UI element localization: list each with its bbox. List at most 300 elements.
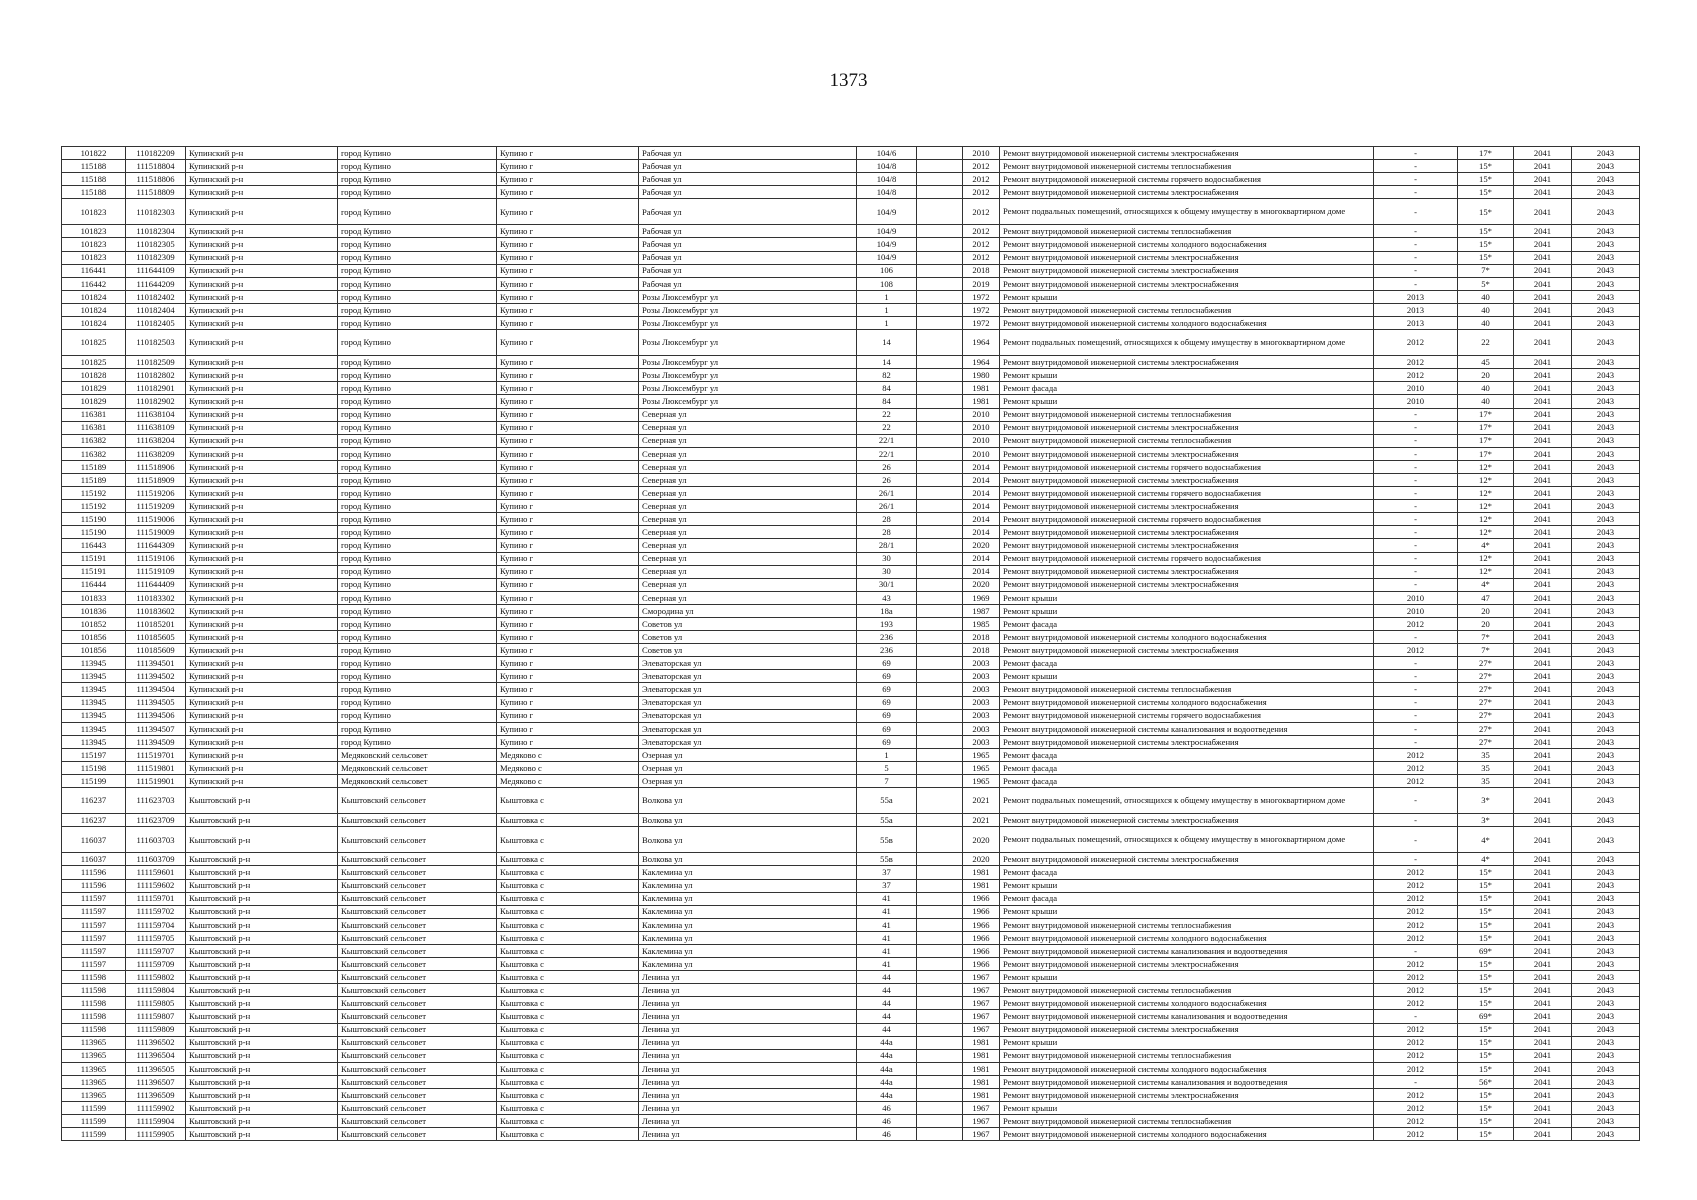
- last-repair-year-cell: 2012: [1374, 330, 1458, 356]
- last-repair-year-cell: -: [1374, 552, 1458, 565]
- building-cell: [917, 1049, 963, 1062]
- last-repair-year-cell: 2012: [1374, 356, 1458, 369]
- wear-percent-cell: 15*: [1458, 199, 1514, 225]
- plan-end-year-cell: 2043: [1572, 369, 1640, 382]
- house-id-cell: 113945: [62, 670, 126, 683]
- street-cell: Советов ул: [639, 644, 857, 657]
- building-cell: [917, 565, 963, 578]
- plan-end-year-cell: 2043: [1572, 526, 1640, 539]
- municipality-cell: Кыштовский сельсовет: [338, 905, 497, 918]
- year-built-cell: 1969: [963, 591, 1000, 604]
- work-type-cell: Ремонт внутридомовой инженерной системы электроснабжения: [1000, 421, 1374, 434]
- table-row: [62, 827, 1640, 853]
- house-number-cell: 44а: [857, 1036, 917, 1049]
- table-row: [62, 696, 1640, 709]
- table-row: [62, 866, 1640, 879]
- table-row: [62, 552, 1640, 565]
- element-id-cell: 110182902: [126, 395, 186, 408]
- building-cell: [917, 434, 963, 447]
- table-row: [62, 788, 1640, 814]
- table-row: [62, 303, 1640, 316]
- plan-start-year-cell: 2041: [1514, 1089, 1572, 1102]
- plan-end-year-cell: 2043: [1572, 748, 1640, 761]
- municipality-cell: город Купино: [338, 657, 497, 670]
- element-id-cell: 111396502: [126, 1036, 186, 1049]
- settlement-cell: Медяково с: [497, 748, 639, 761]
- table-row: [62, 1128, 1640, 1141]
- table-row: [62, 971, 1640, 984]
- settlement-cell: Купино г: [497, 552, 639, 565]
- district-cell: Кыштовский р-н: [186, 1089, 338, 1102]
- house-number-cell: 41: [857, 905, 917, 918]
- street-cell: Северная ул: [639, 565, 857, 578]
- work-type-cell: Ремонт внутридомовой инженерной системы электроснабжения: [1000, 186, 1374, 199]
- building-cell: [917, 1115, 963, 1128]
- year-built-cell: 1964: [963, 356, 1000, 369]
- year-built-cell: 2003: [963, 709, 1000, 722]
- district-cell: Купинский р-н: [186, 395, 338, 408]
- street-cell: Рабочая ул: [639, 147, 857, 160]
- element-id-cell: 110182404: [126, 303, 186, 316]
- year-built-cell: 2020: [963, 578, 1000, 591]
- house-number-cell: 193: [857, 618, 917, 631]
- settlement-cell: Кыштовка с: [497, 866, 639, 879]
- element-id-cell: 111519206: [126, 487, 186, 500]
- settlement-cell: Медяково с: [497, 775, 639, 788]
- year-built-cell: 2014: [963, 513, 1000, 526]
- work-type-cell: Ремонт фасада: [1000, 866, 1374, 879]
- work-type-cell: Ремонт внутридомовой инженерной системы теплоснабжения: [1000, 918, 1374, 931]
- settlement-cell: Купино г: [497, 578, 639, 591]
- street-cell: Розы Люксембург ул: [639, 330, 857, 356]
- house-number-cell: 30: [857, 565, 917, 578]
- building-cell: [917, 971, 963, 984]
- work-type-cell: Ремонт внутридомовой инженерной системы теплоснабжения: [1000, 434, 1374, 447]
- year-built-cell: 1981: [963, 1049, 1000, 1062]
- street-cell: Розы Люксембург ул: [639, 356, 857, 369]
- year-built-cell: 2020: [963, 539, 1000, 552]
- building-cell: [917, 526, 963, 539]
- settlement-cell: Кыштовка с: [497, 1062, 639, 1075]
- work-type-cell: Ремонт внутридомовой инженерной системы холодного водоснабжения: [1000, 1062, 1374, 1075]
- street-cell: Северная ул: [639, 434, 857, 447]
- plan-start-year-cell: 2041: [1514, 1075, 1572, 1088]
- plan-start-year-cell: 2041: [1514, 264, 1572, 277]
- element-id-cell: 111159809: [126, 1023, 186, 1036]
- municipality-cell: город Купино: [338, 173, 497, 186]
- house-number-cell: 26/1: [857, 500, 917, 513]
- element-id-cell: 111159701: [126, 892, 186, 905]
- municipality-cell: Кыштовский сельсовет: [338, 827, 497, 853]
- municipality-cell: Кыштовский сельсовет: [338, 958, 497, 971]
- plan-end-year-cell: 2043: [1572, 395, 1640, 408]
- plan-start-year-cell: 2041: [1514, 578, 1572, 591]
- last-repair-year-cell: 2012: [1374, 997, 1458, 1010]
- building-cell: [917, 722, 963, 735]
- work-type-cell: Ремонт внутридомовой инженерной системы электроснабжения: [1000, 147, 1374, 160]
- year-built-cell: 1981: [963, 866, 1000, 879]
- element-id-cell: 111638204: [126, 434, 186, 447]
- district-cell: Купинский р-н: [186, 578, 338, 591]
- element-id-cell: 111518809: [126, 186, 186, 199]
- plan-start-year-cell: 2041: [1514, 748, 1572, 761]
- house-id-cell: 115192: [62, 500, 126, 513]
- plan-start-year-cell: 2041: [1514, 382, 1572, 395]
- district-cell: Кыштовский р-н: [186, 958, 338, 971]
- settlement-cell: Купино г: [497, 421, 639, 434]
- settlement-cell: Купино г: [497, 434, 639, 447]
- table-row: [62, 958, 1640, 971]
- last-repair-year-cell: 2012: [1374, 748, 1458, 761]
- work-type-cell: Ремонт внутридомовой инженерной системы электроснабжения: [1000, 578, 1374, 591]
- year-built-cell: 1966: [963, 892, 1000, 905]
- wear-percent-cell: 15*: [1458, 879, 1514, 892]
- settlement-cell: Купино г: [497, 225, 639, 238]
- last-repair-year-cell: 2010: [1374, 604, 1458, 617]
- wear-percent-cell: 27*: [1458, 735, 1514, 748]
- district-cell: Купинский р-н: [186, 460, 338, 473]
- table-row: [62, 225, 1640, 238]
- plan-end-year-cell: 2043: [1572, 186, 1640, 199]
- street-cell: Ленина ул: [639, 1089, 857, 1102]
- building-cell: [917, 618, 963, 631]
- plan-end-year-cell: 2043: [1572, 866, 1640, 879]
- work-type-cell: Ремонт внутридомовой инженерной системы электроснабжения: [1000, 1089, 1374, 1102]
- year-built-cell: 2018: [963, 644, 1000, 657]
- street-cell: Волкова ул: [639, 827, 857, 853]
- plan-start-year-cell: 2041: [1514, 460, 1572, 473]
- element-id-cell: 111519006: [126, 513, 186, 526]
- plan-start-year-cell: 2041: [1514, 722, 1572, 735]
- element-id-cell: 111638104: [126, 408, 186, 421]
- plan-end-year-cell: 2043: [1572, 565, 1640, 578]
- table-row: [62, 683, 1640, 696]
- house-id-cell: 113945: [62, 722, 126, 735]
- municipality-cell: город Купино: [338, 473, 497, 486]
- last-repair-year-cell: -: [1374, 657, 1458, 670]
- settlement-cell: Купино г: [497, 513, 639, 526]
- street-cell: Розы Люксембург ул: [639, 395, 857, 408]
- plan-start-year-cell: 2041: [1514, 408, 1572, 421]
- house-number-cell: 1: [857, 748, 917, 761]
- last-repair-year-cell: -: [1374, 827, 1458, 853]
- settlement-cell: Купино г: [497, 303, 639, 316]
- building-cell: [917, 277, 963, 290]
- plan-end-year-cell: 2043: [1572, 696, 1640, 709]
- table-row: [62, 539, 1640, 552]
- house-id-cell: 111597: [62, 958, 126, 971]
- plan-end-year-cell: 2043: [1572, 290, 1640, 303]
- table-row: [62, 748, 1640, 761]
- table-body: [62, 147, 1640, 1141]
- year-built-cell: 1981: [963, 1062, 1000, 1075]
- house-number-cell: 37: [857, 866, 917, 879]
- plan-start-year-cell: 2041: [1514, 225, 1572, 238]
- building-cell: [917, 762, 963, 775]
- year-built-cell: 1964: [963, 330, 1000, 356]
- work-type-cell: Ремонт внутридомовой инженерной системы электроснабжения: [1000, 565, 1374, 578]
- settlement-cell: Купино г: [497, 618, 639, 631]
- street-cell: Розы Люксембург ул: [639, 303, 857, 316]
- district-cell: Купинский р-н: [186, 356, 338, 369]
- building-cell: [917, 317, 963, 330]
- wear-percent-cell: 27*: [1458, 709, 1514, 722]
- house-id-cell: 101824: [62, 317, 126, 330]
- municipality-cell: город Купино: [338, 317, 497, 330]
- district-cell: Кыштовский р-н: [186, 944, 338, 957]
- last-repair-year-cell: -: [1374, 1010, 1458, 1023]
- plan-start-year-cell: 2041: [1514, 971, 1572, 984]
- building-cell: [917, 500, 963, 513]
- plan-end-year-cell: 2043: [1572, 356, 1640, 369]
- municipality-cell: город Купино: [338, 683, 497, 696]
- year-built-cell: 1966: [963, 905, 1000, 918]
- district-cell: Купинский р-н: [186, 382, 338, 395]
- year-built-cell: 1967: [963, 971, 1000, 984]
- building-cell: [917, 421, 963, 434]
- year-built-cell: 2003: [963, 696, 1000, 709]
- work-type-cell: Ремонт крыши: [1000, 971, 1374, 984]
- last-repair-year-cell: -: [1374, 526, 1458, 539]
- street-cell: Северная ул: [639, 408, 857, 421]
- house-id-cell: 111597: [62, 944, 126, 957]
- house-number-cell: 46: [857, 1115, 917, 1128]
- plan-start-year-cell: 2041: [1514, 631, 1572, 644]
- plan-start-year-cell: 2041: [1514, 500, 1572, 513]
- element-id-cell: 110182509: [126, 356, 186, 369]
- house-number-cell: 44: [857, 1010, 917, 1023]
- house-number-cell: 69: [857, 657, 917, 670]
- table-row: [62, 382, 1640, 395]
- settlement-cell: Купино г: [497, 709, 639, 722]
- municipality-cell: город Купино: [338, 434, 497, 447]
- last-repair-year-cell: -: [1374, 225, 1458, 238]
- wear-percent-cell: 40: [1458, 382, 1514, 395]
- house-number-cell: 44а: [857, 1062, 917, 1075]
- work-type-cell: Ремонт внутридомовой инженерной системы горячего водоснабжения: [1000, 460, 1374, 473]
- district-cell: Купинский р-н: [186, 735, 338, 748]
- house-id-cell: 101829: [62, 395, 126, 408]
- building-cell: [917, 1075, 963, 1088]
- house-id-cell: 115197: [62, 748, 126, 761]
- building-cell: [917, 696, 963, 709]
- year-built-cell: 1965: [963, 762, 1000, 775]
- district-cell: Кыштовский р-н: [186, 905, 338, 918]
- building-cell: [917, 1089, 963, 1102]
- house-number-cell: 69: [857, 670, 917, 683]
- plan-end-year-cell: 2043: [1572, 251, 1640, 264]
- table-row: [62, 1115, 1640, 1128]
- municipality-cell: Кыштовский сельсовет: [338, 1062, 497, 1075]
- street-cell: Северная ул: [639, 591, 857, 604]
- plan-end-year-cell: 2043: [1572, 670, 1640, 683]
- work-type-cell: Ремонт подвальных помещений, относящихся к общему имуществу в многоквартирном доме: [1000, 827, 1374, 853]
- street-cell: Элеваторская ул: [639, 657, 857, 670]
- table-row: [62, 1036, 1640, 1049]
- building-cell: [917, 264, 963, 277]
- house-id-cell: 113945: [62, 657, 126, 670]
- house-id-cell: 115188: [62, 160, 126, 173]
- element-id-cell: 111518909: [126, 473, 186, 486]
- year-built-cell: 2010: [963, 408, 1000, 421]
- district-cell: Купинский р-н: [186, 434, 338, 447]
- wear-percent-cell: 15*: [1458, 997, 1514, 1010]
- element-id-cell: 111518804: [126, 160, 186, 173]
- element-id-cell: 111644209: [126, 277, 186, 290]
- plan-end-year-cell: 2043: [1572, 618, 1640, 631]
- district-cell: Купинский р-н: [186, 748, 338, 761]
- plan-end-year-cell: 2043: [1572, 1128, 1640, 1141]
- street-cell: Северная ул: [639, 539, 857, 552]
- building-cell: [917, 290, 963, 303]
- municipality-cell: город Купино: [338, 408, 497, 421]
- plan-end-year-cell: 2043: [1572, 905, 1640, 918]
- element-id-cell: 111159804: [126, 984, 186, 997]
- building-cell: [917, 199, 963, 225]
- work-type-cell: Ремонт внутридомовой инженерной системы холодного водоснабжения: [1000, 1128, 1374, 1141]
- building-cell: [917, 473, 963, 486]
- house-number-cell: 22/1: [857, 434, 917, 447]
- plan-end-year-cell: 2043: [1572, 762, 1640, 775]
- district-cell: Купинский р-н: [186, 591, 338, 604]
- house-number-cell: 26/1: [857, 487, 917, 500]
- district-cell: Купинский р-н: [186, 775, 338, 788]
- house-number-cell: 41: [857, 958, 917, 971]
- district-cell: Кыштовский р-н: [186, 1128, 338, 1141]
- wear-percent-cell: 20: [1458, 604, 1514, 617]
- plan-end-year-cell: 2043: [1572, 317, 1640, 330]
- municipality-cell: Кыштовский сельсовет: [338, 1128, 497, 1141]
- plan-start-year-cell: 2041: [1514, 618, 1572, 631]
- district-cell: Кыштовский р-н: [186, 1102, 338, 1115]
- element-id-cell: 111396507: [126, 1075, 186, 1088]
- wear-percent-cell: 15*: [1458, 160, 1514, 173]
- house-id-cell: 115190: [62, 526, 126, 539]
- last-repair-year-cell: -: [1374, 500, 1458, 513]
- house-id-cell: 115191: [62, 565, 126, 578]
- building-cell: [917, 552, 963, 565]
- municipality-cell: город Купино: [338, 303, 497, 316]
- house-number-cell: 14: [857, 330, 917, 356]
- last-repair-year-cell: 2012: [1374, 958, 1458, 971]
- plan-start-year-cell: 2041: [1514, 1062, 1572, 1075]
- building-cell: [917, 604, 963, 617]
- settlement-cell: Купино г: [497, 160, 639, 173]
- building-cell: [917, 944, 963, 957]
- last-repair-year-cell: -: [1374, 434, 1458, 447]
- street-cell: Элеваторская ул: [639, 722, 857, 735]
- building-cell: [917, 147, 963, 160]
- plan-start-year-cell: 2041: [1514, 984, 1572, 997]
- year-built-cell: 2012: [963, 160, 1000, 173]
- house-number-cell: 84: [857, 395, 917, 408]
- work-type-cell: Ремонт внутридомовой инженерной системы холодного водоснабжения: [1000, 696, 1374, 709]
- plan-start-year-cell: 2041: [1514, 1010, 1572, 1023]
- settlement-cell: Купино г: [497, 604, 639, 617]
- plan-end-year-cell: 2043: [1572, 264, 1640, 277]
- year-built-cell: 1966: [963, 944, 1000, 957]
- street-cell: Элеваторская ул: [639, 709, 857, 722]
- work-type-cell: Ремонт внутридомовой инженерной системы холодного водоснабжения: [1000, 317, 1374, 330]
- settlement-cell: Кыштовка с: [497, 971, 639, 984]
- wear-percent-cell: 12*: [1458, 460, 1514, 473]
- last-repair-year-cell: -: [1374, 722, 1458, 735]
- table-row: [62, 147, 1640, 160]
- wear-percent-cell: 12*: [1458, 513, 1514, 526]
- settlement-cell: Купино г: [497, 264, 639, 277]
- table-row: [62, 1062, 1640, 1075]
- element-id-cell: 111159807: [126, 1010, 186, 1023]
- work-type-cell: Ремонт подвальных помещений, относящихся к общему имуществу в многоквартирном доме: [1000, 199, 1374, 225]
- district-cell: Купинский р-н: [186, 160, 338, 173]
- plan-start-year-cell: 2041: [1514, 683, 1572, 696]
- settlement-cell: Кыштовка с: [497, 1115, 639, 1128]
- work-type-cell: Ремонт внутридомовой инженерной системы горячего водоснабжения: [1000, 173, 1374, 186]
- building-cell: [917, 238, 963, 251]
- settlement-cell: Купино г: [497, 317, 639, 330]
- building-cell: [917, 1062, 963, 1075]
- year-built-cell: 1981: [963, 382, 1000, 395]
- district-cell: Купинский р-н: [186, 513, 338, 526]
- plan-start-year-cell: 2041: [1514, 644, 1572, 657]
- element-id-cell: 111518806: [126, 173, 186, 186]
- house-id-cell: 111596: [62, 866, 126, 879]
- building-cell: [917, 853, 963, 866]
- plan-end-year-cell: 2043: [1572, 1062, 1640, 1075]
- street-cell: Рабочая ул: [639, 251, 857, 264]
- settlement-cell: Кыштовка с: [497, 958, 639, 971]
- street-cell: Волкова ул: [639, 788, 857, 814]
- element-id-cell: 110182901: [126, 382, 186, 395]
- house-id-cell: 101852: [62, 618, 126, 631]
- table-row: [62, 775, 1640, 788]
- plan-end-year-cell: 2043: [1572, 735, 1640, 748]
- street-cell: Северная ул: [639, 578, 857, 591]
- year-built-cell: 2012: [963, 251, 1000, 264]
- house-id-cell: 115199: [62, 775, 126, 788]
- work-type-cell: Ремонт крыши: [1000, 604, 1374, 617]
- house-id-cell: 101833: [62, 591, 126, 604]
- table-row: [62, 892, 1640, 905]
- building-cell: [917, 1010, 963, 1023]
- work-type-cell: Ремонт внутридомовой инженерной системы канализования и водоотведения: [1000, 722, 1374, 735]
- district-cell: Кыштовский р-н: [186, 1036, 338, 1049]
- house-number-cell: 37: [857, 879, 917, 892]
- wear-percent-cell: 12*: [1458, 487, 1514, 500]
- settlement-cell: Купино г: [497, 395, 639, 408]
- wear-percent-cell: 17*: [1458, 408, 1514, 421]
- municipality-cell: Кыштовский сельсовет: [338, 984, 497, 997]
- building-cell: [917, 1023, 963, 1036]
- plan-start-year-cell: 2041: [1514, 696, 1572, 709]
- last-repair-year-cell: 2012: [1374, 775, 1458, 788]
- house-number-cell: 104/6: [857, 147, 917, 160]
- house-number-cell: 41: [857, 918, 917, 931]
- plan-start-year-cell: 2041: [1514, 709, 1572, 722]
- element-id-cell: 111394505: [126, 696, 186, 709]
- settlement-cell: Купино г: [497, 382, 639, 395]
- settlement-cell: Кыштовка с: [497, 1089, 639, 1102]
- settlement-cell: Купино г: [497, 670, 639, 683]
- settlement-cell: Кыштовка с: [497, 1036, 639, 1049]
- table-row: [62, 670, 1640, 683]
- settlement-cell: Купино г: [497, 408, 639, 421]
- building-cell: [917, 814, 963, 827]
- house-number-cell: 69: [857, 722, 917, 735]
- year-built-cell: 1966: [963, 918, 1000, 931]
- house-number-cell: 104/8: [857, 173, 917, 186]
- house-number-cell: 22/1: [857, 447, 917, 460]
